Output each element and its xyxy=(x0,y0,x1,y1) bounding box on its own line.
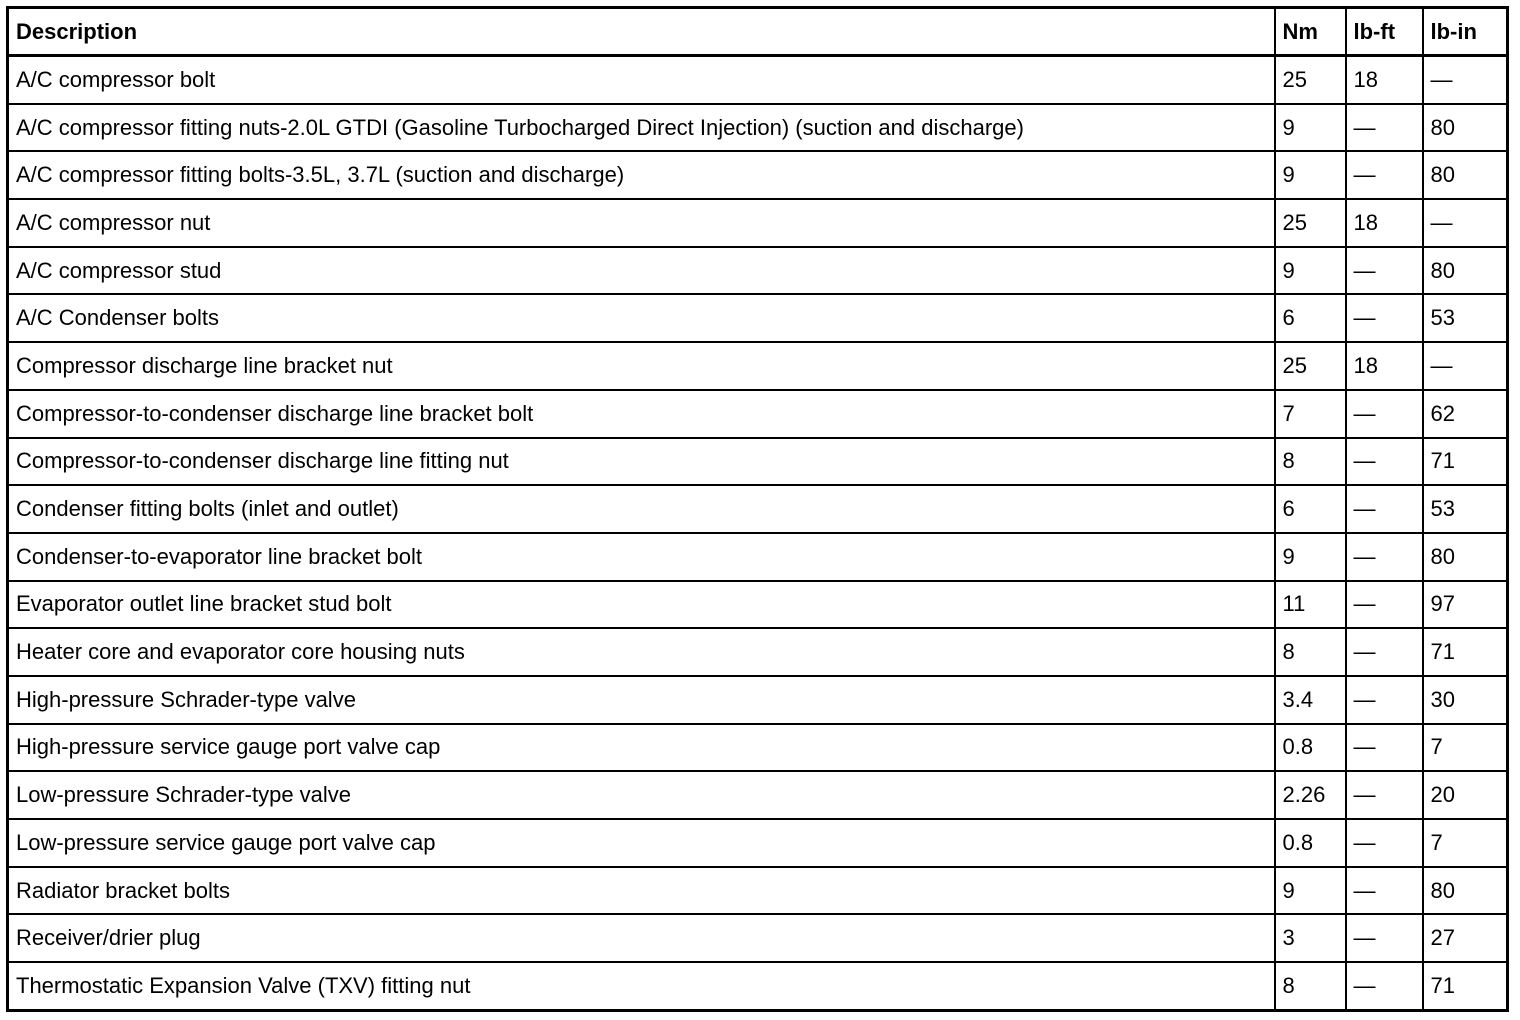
cell-nm: 11 xyxy=(1275,581,1346,629)
header-description: Description xyxy=(8,8,1275,56)
cell-lb-ft: — xyxy=(1346,581,1423,629)
table-row xyxy=(8,56,1508,104)
cell-lb-in: 71 xyxy=(1423,628,1508,676)
cell-lb-in: 97 xyxy=(1423,581,1508,629)
header-lb-in: lb-in xyxy=(1423,8,1508,56)
cell-nm: 8 xyxy=(1275,628,1346,676)
cell-description: Thermostatic Expansion Valve (TXV) fitting nut xyxy=(8,962,1275,1010)
cell-lb-in: 80 xyxy=(1423,867,1508,915)
table-row xyxy=(8,247,1508,295)
table-row xyxy=(8,533,1508,581)
cell-lb-ft: — xyxy=(1346,294,1423,342)
cell-lb-ft: — xyxy=(1346,819,1423,867)
cell-nm: 25 xyxy=(1275,342,1346,390)
cell-description: Evaporator outlet line bracket stud bolt xyxy=(8,581,1275,629)
header-nm: Nm xyxy=(1275,8,1346,56)
cell-lb-in: 20 xyxy=(1423,771,1508,819)
cell-lb-in: 62 xyxy=(1423,390,1508,438)
cell-description: Compressor discharge line bracket nut xyxy=(8,342,1275,390)
header-row xyxy=(8,8,1508,56)
cell-lb-ft: — xyxy=(1346,151,1423,199)
table-row xyxy=(8,151,1508,199)
cell-lb-in: 7 xyxy=(1423,724,1508,772)
cell-lb-in: 80 xyxy=(1423,247,1508,295)
cell-lb-ft: — xyxy=(1346,724,1423,772)
cell-nm: 25 xyxy=(1275,56,1346,104)
table-body xyxy=(8,56,1508,1011)
table-row xyxy=(8,581,1508,629)
table-row xyxy=(8,342,1508,390)
cell-description: A/C compressor fitting nuts-2.0L GTDI (Gasoline Turbocharged Direct Injection) (suction and discharge) xyxy=(8,104,1275,152)
cell-lb-ft: 18 xyxy=(1346,199,1423,247)
cell-lb-ft: — xyxy=(1346,676,1423,724)
cell-description: High-pressure Schrader-type valve xyxy=(8,676,1275,724)
cell-lb-in: 80 xyxy=(1423,533,1508,581)
cell-description: Heater core and evaporator core housing nuts xyxy=(8,628,1275,676)
cell-description: Low-pressure service gauge port valve cap xyxy=(8,819,1275,867)
cell-description: Condenser-to-evaporator line bracket bolt xyxy=(8,533,1275,581)
table-row xyxy=(8,628,1508,676)
cell-description: Compressor-to-condenser discharge line fitting nut xyxy=(8,438,1275,486)
cell-description: A/C compressor stud xyxy=(8,247,1275,295)
cell-lb-ft: — xyxy=(1346,867,1423,915)
cell-lb-ft: — xyxy=(1346,914,1423,962)
table-row xyxy=(8,867,1508,915)
table-row xyxy=(8,104,1508,152)
cell-lb-in: 71 xyxy=(1423,962,1508,1010)
cell-description: A/C compressor nut xyxy=(8,199,1275,247)
table-row xyxy=(8,390,1508,438)
cell-lb-ft: — xyxy=(1346,628,1423,676)
cell-description: Low-pressure Schrader-type valve xyxy=(8,771,1275,819)
cell-lb-ft: 18 xyxy=(1346,342,1423,390)
cell-lb-ft: — xyxy=(1346,962,1423,1010)
cell-nm: 25 xyxy=(1275,199,1346,247)
table-row xyxy=(8,438,1508,486)
cell-lb-ft: — xyxy=(1346,390,1423,438)
cell-nm: 9 xyxy=(1275,151,1346,199)
table-row xyxy=(8,294,1508,342)
cell-lb-ft: — xyxy=(1346,104,1423,152)
cell-description: Condenser fitting bolts (inlet and outlet) xyxy=(8,485,1275,533)
cell-description: A/C Condenser bolts xyxy=(8,294,1275,342)
cell-nm: 6 xyxy=(1275,294,1346,342)
cell-description: A/C compressor fitting bolts-3.5L, 3.7L (suction and discharge) xyxy=(8,151,1275,199)
cell-description: Compressor-to-condenser discharge line bracket bolt xyxy=(8,390,1275,438)
cell-nm: 8 xyxy=(1275,438,1346,486)
cell-nm: 9 xyxy=(1275,247,1346,295)
cell-description: Receiver/drier plug xyxy=(8,914,1275,962)
cell-nm: 7 xyxy=(1275,390,1346,438)
cell-nm: 3 xyxy=(1275,914,1346,962)
header-lb-ft: lb-ft xyxy=(1346,8,1423,56)
cell-description: A/C compressor bolt xyxy=(8,56,1275,104)
cell-lb-in: — xyxy=(1423,56,1508,104)
cell-description: Radiator bracket bolts xyxy=(8,867,1275,915)
cell-lb-ft: — xyxy=(1346,247,1423,295)
table-row xyxy=(8,485,1508,533)
table-row xyxy=(8,676,1508,724)
cell-nm: 9 xyxy=(1275,104,1346,152)
cell-lb-in: 53 xyxy=(1423,485,1508,533)
cell-lb-ft: — xyxy=(1346,533,1423,581)
cell-lb-in: 80 xyxy=(1423,151,1508,199)
table-row xyxy=(8,914,1508,962)
table-row xyxy=(8,962,1508,1010)
cell-nm: 0.8 xyxy=(1275,724,1346,772)
cell-lb-in: 7 xyxy=(1423,819,1508,867)
cell-lb-ft: — xyxy=(1346,438,1423,486)
cell-nm: 0.8 xyxy=(1275,819,1346,867)
torque-spec-table xyxy=(6,6,1509,1012)
cell-lb-in: 80 xyxy=(1423,104,1508,152)
cell-nm: 3.4 xyxy=(1275,676,1346,724)
cell-nm: 9 xyxy=(1275,533,1346,581)
cell-lb-in: 27 xyxy=(1423,914,1508,962)
table-row xyxy=(8,199,1508,247)
cell-nm: 6 xyxy=(1275,485,1346,533)
cell-lb-ft: 18 xyxy=(1346,56,1423,104)
cell-lb-ft: — xyxy=(1346,771,1423,819)
cell-lb-in: 30 xyxy=(1423,676,1508,724)
cell-nm: 8 xyxy=(1275,962,1346,1010)
cell-lb-in: 53 xyxy=(1423,294,1508,342)
cell-nm: 9 xyxy=(1275,867,1346,915)
cell-nm: 2.26 xyxy=(1275,771,1346,819)
cell-lb-ft: — xyxy=(1346,485,1423,533)
cell-lb-in: 71 xyxy=(1423,438,1508,486)
cell-description: High-pressure service gauge port valve cap xyxy=(8,724,1275,772)
table-row xyxy=(8,724,1508,772)
table-header xyxy=(8,8,1508,56)
cell-lb-in: — xyxy=(1423,342,1508,390)
table-row xyxy=(8,819,1508,867)
cell-lb-in: — xyxy=(1423,199,1508,247)
table-row xyxy=(8,771,1508,819)
